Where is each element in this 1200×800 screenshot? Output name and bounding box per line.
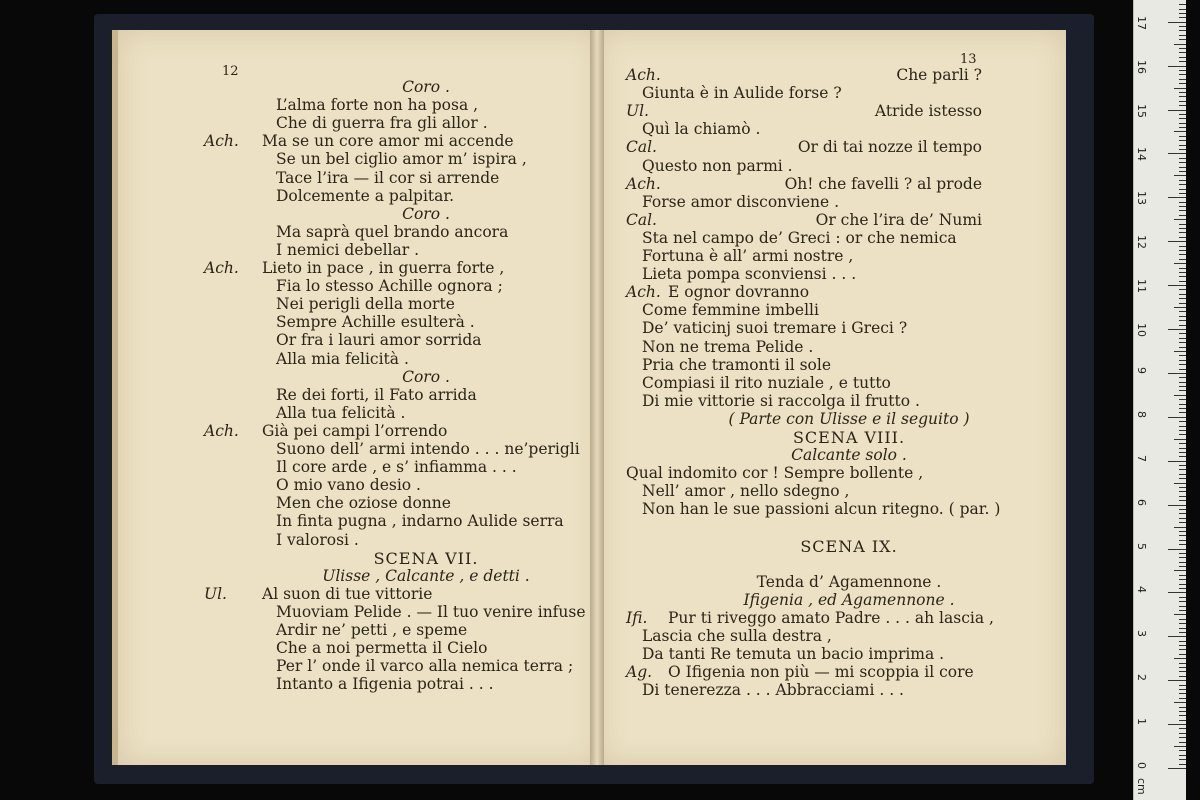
ruler-minor-tick bbox=[1179, 671, 1186, 672]
ruler-minor-tick bbox=[1179, 632, 1186, 633]
ruler-major-tick bbox=[1168, 329, 1186, 330]
ruler-minor-tick bbox=[1179, 158, 1186, 159]
ruler-minor-tick bbox=[1179, 544, 1186, 545]
speaker-label: Ul. bbox=[204, 584, 227, 603]
verse-line: Come femmine imbelli bbox=[642, 301, 819, 320]
verse-line: Sta nel campo de’ Greci : or che nemica bbox=[642, 228, 957, 247]
speaker-label: Ach. bbox=[626, 174, 661, 193]
ruler-minor-tick bbox=[1179, 540, 1186, 541]
ruler-minor-tick bbox=[1174, 746, 1186, 747]
ruler-minor-tick bbox=[1179, 386, 1186, 387]
ruler-minor-tick bbox=[1179, 623, 1186, 624]
ruler-minor-tick bbox=[1179, 369, 1186, 370]
ruler-minor-tick bbox=[1179, 628, 1186, 629]
scene-heading: SCENA IX. bbox=[800, 536, 898, 556]
ruler-minor-tick bbox=[1179, 518, 1186, 519]
ruler-minor-tick bbox=[1179, 728, 1186, 729]
verse-line: Ardir ne’ petti , e speme bbox=[276, 621, 468, 639]
ruler-minor-tick bbox=[1174, 44, 1186, 45]
ruler-minor-tick bbox=[1179, 404, 1186, 405]
ruler-minor-tick bbox=[1179, 434, 1186, 435]
verse-line: Fia lo stesso Achille ognora ; bbox=[276, 277, 503, 296]
verse-line: Qual indomito cor ! Sempre bollente , bbox=[626, 464, 924, 483]
ruler-minor-tick bbox=[1179, 649, 1186, 650]
ruler-minor-tick bbox=[1179, 390, 1186, 391]
verse-line: Se un bel ciglio amor m’ ispira , bbox=[276, 150, 527, 169]
ruler-minor-tick bbox=[1174, 175, 1186, 176]
ruler-minor-tick bbox=[1179, 698, 1186, 699]
ruler-minor-tick bbox=[1179, 17, 1186, 18]
ruler-minor-tick bbox=[1179, 311, 1186, 312]
book-gutter bbox=[590, 30, 604, 765]
ruler-minor-tick bbox=[1179, 566, 1186, 567]
ruler-minor-tick bbox=[1179, 228, 1186, 229]
speaker-label: Cal. bbox=[626, 138, 657, 157]
ruler-minor-tick bbox=[1179, 720, 1186, 721]
ruler-minor-tick bbox=[1179, 333, 1186, 334]
ruler-minor-tick bbox=[1179, 114, 1186, 115]
ruler-minor-tick bbox=[1179, 316, 1186, 317]
ruler-minor-tick bbox=[1174, 439, 1186, 440]
ruler-minor-tick bbox=[1179, 206, 1186, 207]
verse-line: Non ne trema Pelide . bbox=[642, 337, 814, 356]
ruler-minor-tick bbox=[1179, 465, 1186, 466]
ruler-minor-tick bbox=[1179, 70, 1186, 71]
verse-line: Or fra i lauri amor sorrida bbox=[276, 331, 482, 350]
ruler-minor-tick bbox=[1179, 562, 1186, 563]
speaker-label: Ach. bbox=[626, 66, 661, 84]
ruler-number: 15 bbox=[1135, 103, 1148, 118]
ruler-minor-tick bbox=[1179, 584, 1186, 585]
ruler-number: 12 bbox=[1135, 235, 1148, 250]
ruler-minor-tick bbox=[1179, 347, 1186, 348]
ruler-minor-tick bbox=[1179, 123, 1186, 124]
ruler-minor-tick bbox=[1179, 268, 1186, 269]
ruler-minor-tick bbox=[1179, 382, 1186, 383]
ruler-minor-tick bbox=[1179, 715, 1186, 716]
ruler-minor-tick bbox=[1179, 606, 1186, 607]
ruler-minor-tick bbox=[1179, 360, 1186, 361]
ruler-minor-tick bbox=[1179, 237, 1186, 238]
ruler-minor-tick bbox=[1179, 136, 1186, 137]
ruler-minor-tick bbox=[1179, 456, 1186, 457]
ruler-major-tick bbox=[1168, 461, 1186, 462]
ruler-number: 16 bbox=[1135, 59, 1148, 74]
ruler-minor-tick bbox=[1179, 9, 1186, 10]
ruler-number: 3 bbox=[1135, 630, 1148, 638]
verse-line-continued: Or che l’ira de’ Numi bbox=[815, 210, 982, 229]
ruler-number: 13 bbox=[1135, 191, 1148, 206]
ruler-unit: cm bbox=[1135, 778, 1148, 795]
ruler-major-tick bbox=[1168, 153, 1186, 154]
ruler-number: 2 bbox=[1135, 674, 1148, 682]
stage-direction: Coro . bbox=[402, 367, 450, 386]
verse-line: Compiasi il rito nuziale , e tutto bbox=[642, 373, 891, 392]
stage-direction: Coro . bbox=[402, 204, 450, 223]
ruler-major-tick bbox=[1168, 549, 1186, 550]
ruler-minor-tick bbox=[1179, 408, 1186, 409]
ruler-minor-tick bbox=[1179, 597, 1186, 598]
page-number-left: 12 bbox=[222, 64, 239, 79]
ruler-minor-tick bbox=[1179, 35, 1186, 36]
verse-line: Alla mia felicità . bbox=[276, 349, 409, 368]
ruler-minor-tick bbox=[1179, 474, 1186, 475]
ruler-major-tick bbox=[1168, 680, 1186, 681]
ruler-minor-tick bbox=[1179, 742, 1186, 743]
ruler-minor-tick bbox=[1179, 26, 1186, 27]
ruler-major-tick bbox=[1168, 22, 1186, 23]
ruler-minor-tick bbox=[1179, 13, 1186, 14]
ruler-minor-tick bbox=[1179, 202, 1186, 203]
verse-line: Non han le sue passioni alcun ritegno. ( par. ) bbox=[642, 500, 1001, 519]
verse-line: De’ vaticinj suoi tremare i Greci ? bbox=[642, 319, 908, 338]
verse-line: Di mie vittorie si raccolga il frutto . bbox=[642, 391, 920, 410]
verse-line: Suono dell’ armi intendo . . . ne’perigli bbox=[276, 440, 580, 458]
ruler-minor-tick bbox=[1179, 105, 1186, 106]
verse-line: Forse amor disconviene . bbox=[642, 192, 840, 211]
ruler-minor-tick bbox=[1179, 755, 1186, 756]
verse-line: O Ifigenia non più — mi scoppia il core bbox=[668, 663, 974, 682]
ruler-minor-tick bbox=[1179, 641, 1186, 642]
ruler-minor-tick bbox=[1179, 162, 1186, 163]
ruler-minor-tick bbox=[1179, 399, 1186, 400]
verse-line: Ma se un core amor mi accende bbox=[262, 132, 514, 151]
ruler-minor-tick bbox=[1179, 250, 1186, 251]
ruler-major-tick bbox=[1168, 197, 1186, 198]
ruler-minor-tick bbox=[1179, 667, 1186, 668]
ruler-minor-tick bbox=[1179, 535, 1186, 536]
left-page bbox=[112, 30, 600, 765]
right-page bbox=[598, 30, 1066, 765]
verse-line-continued: Atride istesso bbox=[874, 102, 982, 121]
ruler-minor-tick bbox=[1179, 601, 1186, 602]
ruler-minor-tick bbox=[1179, 412, 1186, 413]
verse-line: I nemici debellar . bbox=[276, 240, 420, 259]
stage-direction: ( Parte con Ulisse e il seguito ) bbox=[728, 409, 970, 428]
ruler-minor-tick bbox=[1179, 750, 1186, 751]
ruler-minor-tick bbox=[1179, 421, 1186, 422]
ruler-minor-tick bbox=[1174, 263, 1186, 264]
verse-line: E ognor dovranno bbox=[668, 283, 810, 302]
ruler-minor-tick bbox=[1179, 448, 1186, 449]
ruler-minor-tick bbox=[1174, 131, 1186, 132]
ruler-minor-tick bbox=[1179, 167, 1186, 168]
ruler-minor-tick bbox=[1179, 737, 1186, 738]
verse-line: I valorosi . bbox=[276, 530, 359, 549]
verse-line: Al suon di tue vittorie bbox=[262, 584, 433, 603]
verse-line: Il core arde , e s’ infiamma . . . bbox=[276, 458, 517, 477]
ruler-minor-tick bbox=[1179, 294, 1186, 295]
verse-line: Re dei forti, il Fato arrida bbox=[276, 385, 477, 404]
verse-line: Tenda d’ Agamennone . bbox=[756, 572, 942, 591]
verse-line: Nei perigli della morte bbox=[276, 295, 455, 314]
ruler-minor-tick bbox=[1179, 500, 1186, 501]
verse-line: Quì la chiamò . bbox=[642, 120, 761, 139]
ruler-minor-tick bbox=[1179, 355, 1186, 356]
verse-line: Dolcemente a palpitar. bbox=[276, 186, 455, 205]
scene-heading: SCENA VII. bbox=[373, 548, 479, 568]
speaker-label: Ach. bbox=[204, 421, 239, 440]
ruler-minor-tick bbox=[1174, 307, 1186, 308]
page-number-right: 13 bbox=[960, 52, 977, 67]
verse-line: Sempre Achille esulterà . bbox=[276, 313, 475, 332]
ruler-minor-tick bbox=[1179, 364, 1186, 365]
speaker-label: Ach. bbox=[204, 132, 239, 151]
ruler-minor-tick bbox=[1179, 513, 1186, 514]
ruler-minor-tick bbox=[1179, 254, 1186, 255]
ruler-major-tick bbox=[1168, 592, 1186, 593]
ruler-minor-tick bbox=[1179, 259, 1186, 260]
stage-direction: Ifigenia , ed Agamennone . bbox=[743, 590, 955, 609]
ruler-minor-tick bbox=[1179, 377, 1186, 378]
ruler-minor-tick bbox=[1179, 210, 1186, 211]
ruler-minor-tick bbox=[1174, 614, 1186, 615]
ruler-minor-tick bbox=[1179, 531, 1186, 532]
ruler-minor-tick bbox=[1179, 303, 1186, 304]
ruler-minor-tick bbox=[1179, 246, 1186, 247]
ruler-minor-tick bbox=[1179, 487, 1186, 488]
measurement-ruler bbox=[1133, 0, 1186, 800]
ruler-minor-tick bbox=[1179, 193, 1186, 194]
verse-line: Da tanti Re temuta un bacio imprima . bbox=[642, 645, 945, 664]
ruler-minor-tick bbox=[1179, 588, 1186, 589]
ruler-minor-tick bbox=[1179, 118, 1186, 119]
ruler-minor-tick bbox=[1179, 711, 1186, 712]
ruler-minor-tick bbox=[1179, 469, 1186, 470]
speaker-label: Ul. bbox=[626, 102, 649, 121]
ruler-minor-tick bbox=[1179, 522, 1186, 523]
ruler-minor-tick bbox=[1179, 491, 1186, 492]
ruler-minor-tick bbox=[1179, 509, 1186, 510]
verse-line: Già pei campi l’orrendo bbox=[262, 421, 448, 440]
stage-direction: Coro . bbox=[402, 78, 450, 96]
ruler-minor-tick bbox=[1179, 232, 1186, 233]
verse-line: Che a noi permetta il Cielo bbox=[276, 639, 488, 658]
scene-heading: SCENA VIII. bbox=[792, 428, 906, 447]
ruler-minor-tick bbox=[1174, 658, 1186, 659]
ruler-minor-tick bbox=[1179, 61, 1186, 62]
ruler-minor-tick bbox=[1179, 759, 1186, 760]
ruler-number: 9 bbox=[1135, 366, 1148, 374]
ruler-major-tick bbox=[1168, 110, 1186, 111]
ruler-minor-tick bbox=[1179, 645, 1186, 646]
verse-line: Che di guerra fra gli allor . bbox=[276, 114, 488, 133]
verse-line: L’alma forte non ha posa , bbox=[276, 96, 479, 115]
ruler-minor-tick bbox=[1179, 127, 1186, 128]
ruler-number: 5 bbox=[1135, 542, 1148, 550]
ruler-minor-tick bbox=[1179, 171, 1186, 172]
ruler-number: 0 bbox=[1135, 762, 1148, 769]
ruler-number: 8 bbox=[1135, 410, 1148, 418]
verse-line-continued: Oh! che favelli ? al prode bbox=[784, 174, 982, 193]
verse-line: Ma saprà quel brando ancora bbox=[276, 222, 509, 241]
ruler-minor-tick bbox=[1179, 426, 1186, 427]
ruler-minor-tick bbox=[1174, 88, 1186, 89]
speaker-label: Ifi. bbox=[626, 609, 648, 627]
ruler-minor-tick bbox=[1179, 320, 1186, 321]
ruler-minor-tick bbox=[1179, 325, 1186, 326]
ruler-minor-tick bbox=[1179, 610, 1186, 611]
ruler-minor-tick bbox=[1179, 140, 1186, 141]
ruler-minor-tick bbox=[1174, 219, 1186, 220]
ruler-major-tick bbox=[1168, 66, 1186, 67]
verse-line: Giunta è in Aulide forse ? bbox=[642, 84, 842, 103]
ruler-minor-tick bbox=[1179, 298, 1186, 299]
verse-line: Nell’ amor , nello sdegno , bbox=[642, 482, 850, 501]
ruler-major-tick bbox=[1168, 285, 1186, 286]
verse-line: Questo non parmi . bbox=[642, 156, 793, 175]
verse-line: Lieto in pace , in guerra forte , bbox=[262, 259, 505, 277]
ruler-minor-tick bbox=[1179, 733, 1186, 734]
ruler-number: 14 bbox=[1135, 147, 1148, 162]
ruler-minor-tick bbox=[1179, 48, 1186, 49]
ruler-minor-tick bbox=[1179, 30, 1186, 31]
verse-line: In finta pugna , indarno Aulide serra bbox=[276, 512, 564, 531]
ruler-number: 1 bbox=[1135, 718, 1148, 726]
ruler-minor-tick bbox=[1179, 338, 1186, 339]
ruler-number: 6 bbox=[1135, 498, 1148, 506]
ruler-minor-tick bbox=[1179, 693, 1186, 694]
ruler-minor-tick bbox=[1179, 149, 1186, 150]
ruler-minor-tick bbox=[1179, 496, 1186, 497]
ruler-number: 10 bbox=[1135, 323, 1148, 337]
verse-line-continued: Che parli ? bbox=[896, 66, 982, 84]
ruler-minor-tick bbox=[1174, 570, 1186, 571]
ruler-minor-tick bbox=[1174, 527, 1186, 528]
ruler-minor-tick bbox=[1179, 663, 1186, 664]
verse-line: Lascia che sulla destra , bbox=[642, 627, 832, 646]
ruler-minor-tick bbox=[1174, 351, 1186, 352]
ruler-minor-tick bbox=[1179, 289, 1186, 290]
ruler-minor-tick bbox=[1179, 272, 1186, 273]
speaker-label: Ag. bbox=[626, 663, 653, 682]
ruler-minor-tick bbox=[1179, 101, 1186, 102]
ruler-minor-tick bbox=[1179, 452, 1186, 453]
ruler-minor-tick bbox=[1179, 281, 1186, 282]
verse-line: Alla tua felicità . bbox=[276, 403, 406, 422]
ruler-major-tick bbox=[1168, 724, 1186, 725]
ruler-minor-tick bbox=[1174, 702, 1186, 703]
speaker-label: Ach. bbox=[626, 283, 661, 302]
ruler-number: 4 bbox=[1135, 586, 1148, 594]
ruler-minor-tick bbox=[1179, 430, 1186, 431]
stage-direction: Ulisse , Calcante , e detti . bbox=[322, 566, 530, 585]
ruler-minor-tick bbox=[1179, 685, 1186, 686]
ruler-number: 11 bbox=[1135, 279, 1148, 294]
verse-line: Pria che tramonti il sole bbox=[642, 355, 831, 374]
ruler-minor-tick bbox=[1179, 189, 1186, 190]
ruler-major-tick bbox=[1168, 505, 1186, 506]
ruler-major-tick bbox=[1168, 636, 1186, 637]
ruler-minor-tick bbox=[1174, 395, 1186, 396]
speaker-label: Ach. bbox=[204, 259, 239, 277]
ruler-minor-tick bbox=[1179, 180, 1186, 181]
ruler-number: 7 bbox=[1135, 454, 1148, 462]
ruler-minor-tick bbox=[1179, 224, 1186, 225]
ruler-minor-tick bbox=[1179, 74, 1186, 75]
ruler-minor-tick bbox=[1179, 342, 1186, 343]
ruler-minor-tick bbox=[1179, 83, 1186, 84]
ruler-minor-tick bbox=[1179, 92, 1186, 93]
ruler-minor-tick bbox=[1179, 276, 1186, 277]
ruler-minor-tick bbox=[1179, 79, 1186, 80]
ruler-minor-tick bbox=[1179, 689, 1186, 690]
ruler-minor-tick bbox=[1179, 575, 1186, 576]
ruler-minor-tick bbox=[1179, 619, 1186, 620]
ruler-minor-tick bbox=[1179, 579, 1186, 580]
stage-direction: Calcante solo . bbox=[791, 446, 907, 465]
ruler-minor-tick bbox=[1179, 184, 1186, 185]
ruler-minor-tick bbox=[1179, 215, 1186, 216]
verse-line: Pur ti riveggo amato Padre . . . ah lascia , bbox=[668, 609, 994, 627]
ruler-minor-tick bbox=[1174, 483, 1186, 484]
ruler-minor-tick bbox=[1179, 57, 1186, 58]
ruler-major-tick bbox=[1168, 417, 1186, 418]
ruler-minor-tick bbox=[1179, 96, 1186, 97]
ruler-minor-tick bbox=[1179, 478, 1186, 479]
ruler-minor-tick bbox=[1179, 443, 1186, 444]
verse-line: Intanto a Ifigenia potrai . . . bbox=[276, 675, 494, 694]
ruler-major-tick bbox=[1168, 373, 1186, 374]
verse-line: Men che oziose donne bbox=[276, 494, 451, 513]
ruler-minor-tick bbox=[1179, 553, 1186, 554]
verse-line: Tace l’ira — il cor si arrende bbox=[276, 168, 500, 187]
ruler-minor-tick bbox=[1179, 654, 1186, 655]
verse-line: O mio vano desio . bbox=[276, 476, 421, 495]
ruler-minor-tick bbox=[1179, 707, 1186, 708]
ruler-major-tick bbox=[1168, 768, 1186, 769]
ruler-number: 17 bbox=[1135, 15, 1148, 30]
ruler-minor-tick bbox=[1179, 4, 1186, 5]
ruler-minor-tick bbox=[1179, 39, 1186, 40]
ruler-minor-tick bbox=[1179, 676, 1186, 677]
speaker-label: Cal. bbox=[626, 210, 657, 229]
verse-line: Per l’ onde il varco alla nemica terra ; bbox=[276, 657, 574, 676]
verse-line: Di tenerezza . . . Abbracciami . . . bbox=[642, 681, 904, 700]
ruler-minor-tick bbox=[1179, 764, 1186, 765]
ruler-minor-tick bbox=[1179, 557, 1186, 558]
verse-line: Muoviam Pelide . — Il tuo venire infuse bbox=[276, 602, 586, 621]
ruler-major-tick bbox=[1168, 241, 1186, 242]
verse-line-continued: Or di tai nozze il tempo bbox=[797, 138, 982, 157]
ruler-minor-tick bbox=[1179, 52, 1186, 53]
ruler-minor-tick bbox=[1179, 145, 1186, 146]
verse-line: Fortuna è all’ armi nostre , bbox=[642, 247, 854, 265]
verse-line: Lieta pompa sconviensi . . . bbox=[642, 265, 857, 284]
